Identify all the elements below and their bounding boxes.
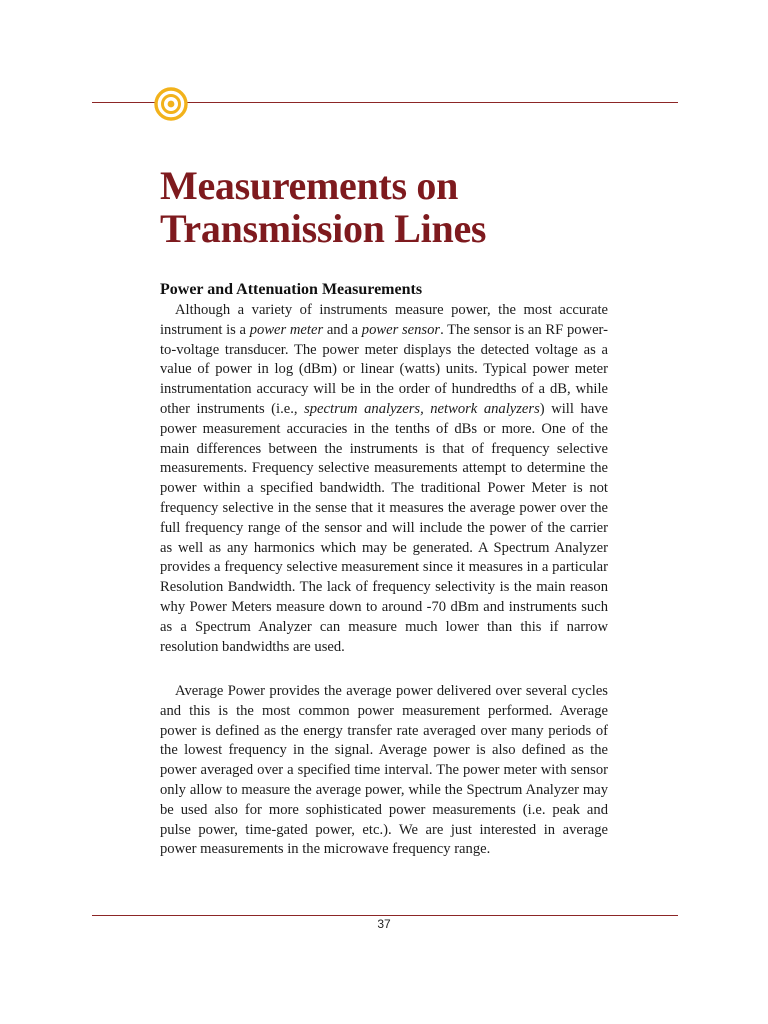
footer-rule (92, 915, 678, 916)
chapter-title-line-2: Transmission Lines (160, 206, 487, 251)
target-icon (154, 87, 188, 121)
page-number: 37 (377, 917, 391, 931)
body-paragraph-1 (160, 301, 608, 657)
emphasis-term: power meter (249, 321, 324, 338)
section-heading: Power and Attenuation Measurements (160, 281, 423, 298)
paragraph-text: and a (323, 321, 362, 338)
chapter-title-line-1: Measurements on (160, 163, 459, 208)
chapter-title (160, 164, 680, 250)
emphasis-term: power sensor (361, 321, 441, 338)
paragraph-text: ) will have power measurement accuracies in the tenths of dBs or more. One of the main differences between the instruments is that of frequency selective measurements. Frequency selective measurements attempt to determine the power within a specified bandwidth. The traditional Power Meter is not frequency selective in the sense that it measures the average power over the full frequency range of the sensor and will include the power of the carrier as well as any harmonics which may be generated. A Spectrum Analyzer provides a frequency selective measurement since it measures in a particular Resolution Bandwidth. The lack of frequency selectivity is the main reason why Power Meters measure down to around -70 dBm and instruments such as a Spectrum Analyzer can measure much lower than this if narrow resolution bandwidths are used. (160, 400, 608, 655)
paragraph-text: Although a variety of instruments measure power, the most accurate instrument is a (160, 302, 608, 338)
paragraph-text: . The sensor is an RF power-to-voltage transducer. The power meter displays the detected voltage as a value of power in log (dBm) or linear (watts) units. Typical power meter instrumentation accuracy will be in the order of hundredths of a dB, while other instruments (i.e., (160, 321, 608, 417)
emphasis-term: spectrum analyzers, network analyzers (304, 400, 540, 417)
body-paragraph-2: Average Power provides the average power delivered over several cycles and this is the most common power measurement performed. Average power is defined as the energy transfer rate averaged over many periods of the lowest frequency in the signal. Average power is also defined as the power averaged over a specified time interval. The power meter with sensor only allow to measure the average power, while the Spectrum Analyzer may be used also for more sophisticated power measurements (i.e. peak and pulse power, time-gated power, etc.). We are just interested in average power measurements in the microwave frequency range. (160, 683, 608, 858)
